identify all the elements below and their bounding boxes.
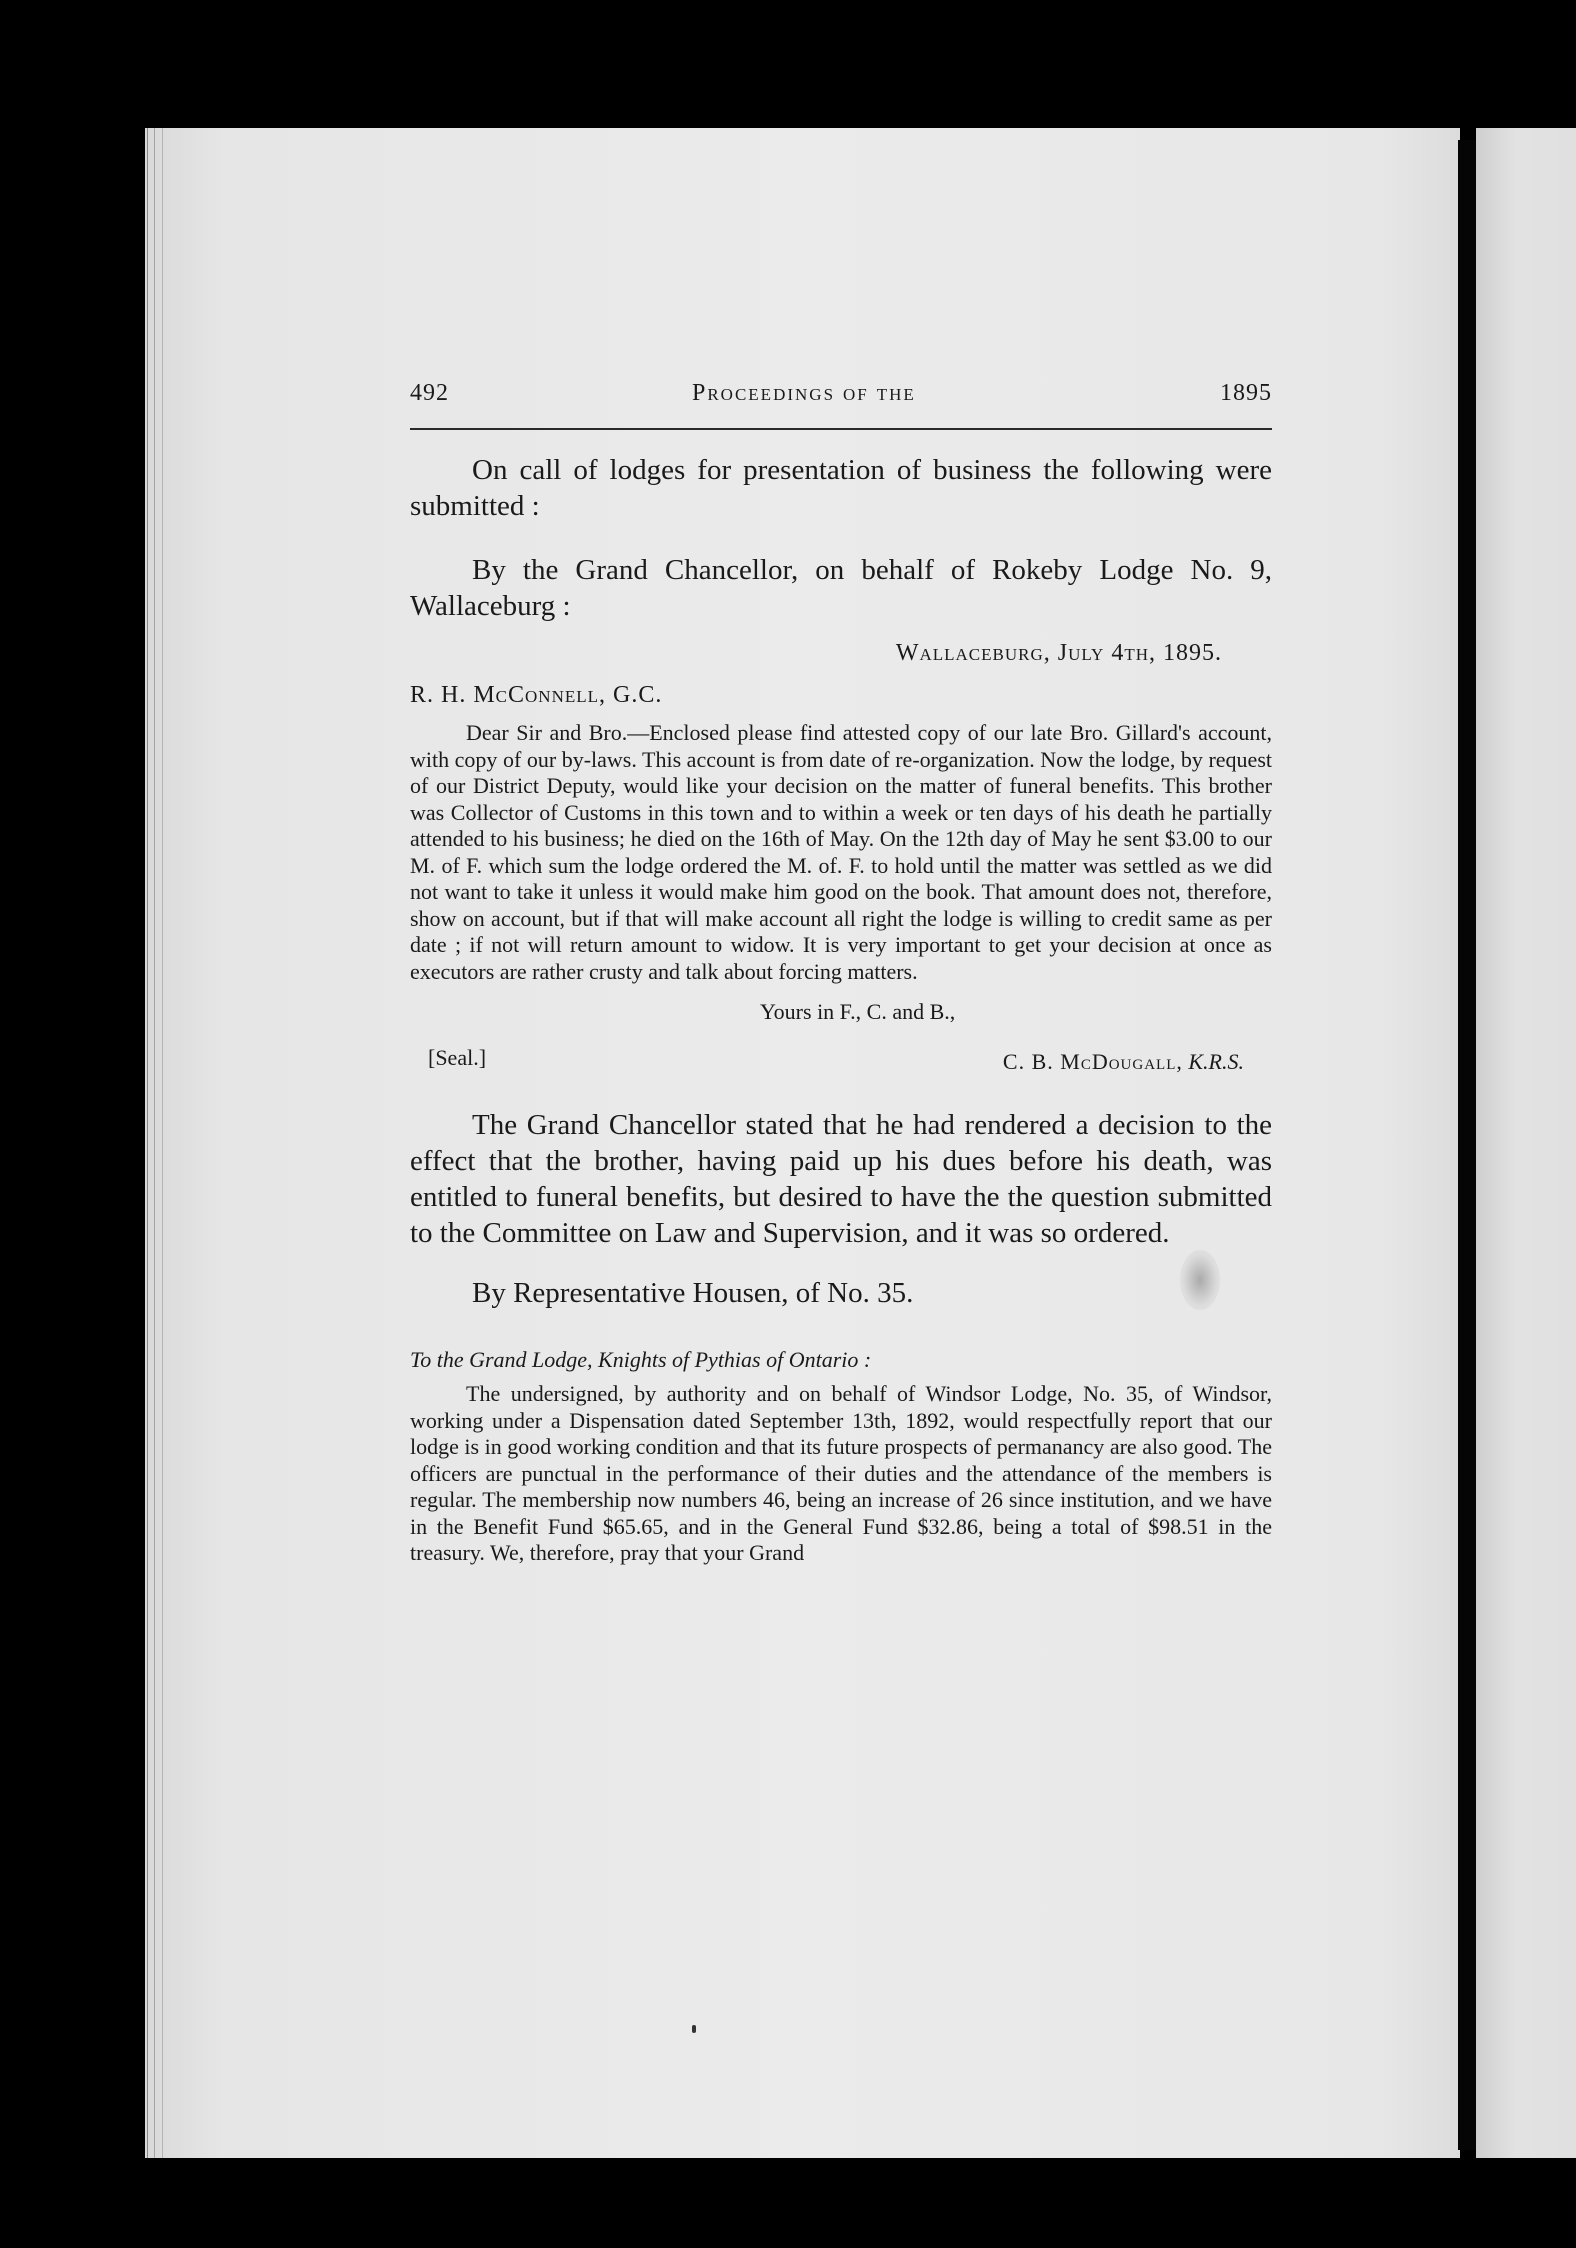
book-binding-gutter: [1458, 140, 1476, 2150]
paragraph-representative-housen: By Representative Housen, of No. 35.: [472, 1277, 914, 1309]
paragraph-rokeby-lodge: By the Grand Chancellor, on behalf of Rokeby Lodge No. 9, Wallaceburg :: [410, 554, 1272, 622]
page-year: 1895: [1220, 380, 1272, 406]
petition-address: To the Grand Lodge, Knights of Pythias of Ontario :: [410, 1347, 872, 1372]
running-head: [410, 380, 1272, 420]
petition-body: The undersigned, by authority and on behalf of Windsor Lodge, No. 35, of Windsor, working under a Dispensation dated September 13th, 1892, would respectfully report that our lodge is in good working condition and that its future prospects of permanancy are also good. The officers are punctual in the performance of their duties and the attendance of the members is regular. The membership now numbers 46, being an increase of 26 since institution, and we have in the Benefit Fund $65.65, and in the General Fund $32.86, being a total of $98.51 in the treasury. We, therefore, pray that your Grand: [410, 1381, 1272, 1565]
page-number: 492: [410, 380, 449, 406]
page-edge-line: [162, 128, 163, 2158]
signer-name: C. B. McDougall,: [1002, 1049, 1183, 1074]
signature: [1003, 1049, 1244, 1075]
page-edge-line: [147, 128, 148, 2158]
facing-page-edge: [1476, 128, 1576, 2158]
paragraph-call-of-lodges: On call of lodges for presentation of business the following were submitted :: [410, 454, 1272, 522]
running-title: Proceedings of the: [692, 380, 916, 406]
page-content: [410, 380, 1272, 1567]
page-edge-line: [154, 128, 155, 2158]
letter-body: Dear Sir and Bro.—Enclosed please find attested copy of our late Bro. Gillard's account, with copy of our by-laws. This account is from date of re-organization. Now the lodge, by request of our District Deputy, would like your decision on the matter of funeral benefits. This brother was Collector of Customs in this town and to within a week or ten days of his death he partially attended to his business; he died on the 16th of May. On the 12th day of May he sent $3.00 to our M. of F. which sum the lodge ordered the M. of. F. to hold until the matter was settled as we did not want to take it unless it would make him good on the book. That amount does not, therefore, show on account, but if that will make account all right the lodge is willing to credit same as per date ; if not will return amount to widow. It is very important to get your decision at once as executors are rather crusty and talk about forcing matters.: [410, 720, 1272, 984]
ink-speck: [692, 2025, 696, 2033]
paragraph-grand-chancellor-decision: The Grand Chancellor stated that he had rendered a decision to the effect that the brother, having paid up his dues before his death, was entitled to funeral benefits, but desired to have the the question submitted to the Committee on Law and Supervision, and it was so ordered.: [410, 1109, 1272, 1249]
letter-closing: Yours in F., C. and B.,: [760, 999, 956, 1024]
header-rule: [410, 428, 1272, 430]
letter-addressee: R. H. McConnell, G.C.: [410, 682, 663, 708]
letter-place-date: Wallaceburg, July 4th, 1895.: [895, 640, 1222, 666]
signer-title: K.R.S.: [1188, 1049, 1244, 1074]
seal-mark: [Seal.]: [428, 1045, 487, 1070]
signature-row: [410, 1039, 1272, 1083]
